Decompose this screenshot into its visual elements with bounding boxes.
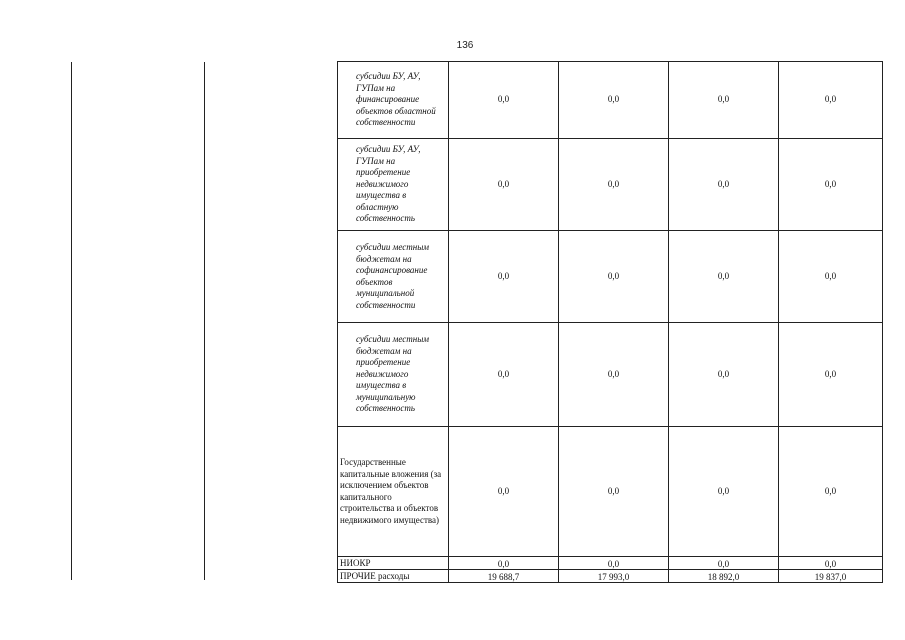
row-label: НИОКР <box>338 557 449 570</box>
cell-value: 0,0 <box>559 427 669 557</box>
cell-value: 0,0 <box>449 557 559 570</box>
cell-value: 0,0 <box>669 231 779 323</box>
cell-value: 0,0 <box>559 62 669 139</box>
table-row <box>338 62 883 139</box>
table-row <box>338 427 883 557</box>
cell-value: 0,0 <box>559 557 669 570</box>
cell-value: 0,0 <box>669 62 779 139</box>
cell-value: 0,0 <box>779 62 883 139</box>
cell-value: 0,0 <box>779 231 883 323</box>
cell-value: 0,0 <box>669 139 779 231</box>
table-row <box>338 231 883 323</box>
cell-value: 0,0 <box>559 231 669 323</box>
left-column-line <box>204 62 205 580</box>
page-number: 136 <box>456 40 474 51</box>
cell-value: 0,0 <box>449 427 559 557</box>
table-row <box>338 570 883 583</box>
cell-value: 0,0 <box>449 62 559 139</box>
cell-value: 0,0 <box>669 427 779 557</box>
cell-value: 0,0 <box>669 323 779 427</box>
cell-value: 0,0 <box>449 231 559 323</box>
left-margin-line <box>71 62 72 580</box>
cell-value: 0,0 <box>449 139 559 231</box>
row-label: субсидии местным бюджетам на приобретение недвижимого имущества в муниципальную собственность <box>338 323 449 427</box>
cell-value: 0,0 <box>779 557 883 570</box>
cell-value: 0,0 <box>559 323 669 427</box>
table-row <box>338 557 883 570</box>
cell-value: 17 993,0 <box>559 570 669 583</box>
table-row <box>338 139 883 231</box>
row-label: Государственные капитальные вложения (за исключением объектов капитального строительства и объектов недвижимого имущества) <box>338 427 449 557</box>
row-label: субсидии местным бюджетам на софинансирование объектов муниципальной собственности <box>338 231 449 323</box>
cell-value: 0,0 <box>449 323 559 427</box>
row-label: субсидии БУ, АУ, ГУПам на приобретение недвижимого имущества в областную собственность <box>338 139 449 231</box>
cell-value: 19 688,7 <box>449 570 559 583</box>
cell-value: 0,0 <box>779 427 883 557</box>
budget-table <box>337 61 883 583</box>
cell-value: 19 837,0 <box>779 570 883 583</box>
row-label: субсидии БУ, АУ, ГУПам на финансирование объектов областной собственности <box>338 62 449 139</box>
cell-value: 0,0 <box>669 557 779 570</box>
cell-value: 0,0 <box>779 139 883 231</box>
table-row <box>338 323 883 427</box>
row-label: ПРОЧИЕ расходы <box>338 570 449 583</box>
cell-value: 0,0 <box>779 323 883 427</box>
cell-value: 18 892,0 <box>669 570 779 583</box>
cell-value: 0,0 <box>559 139 669 231</box>
